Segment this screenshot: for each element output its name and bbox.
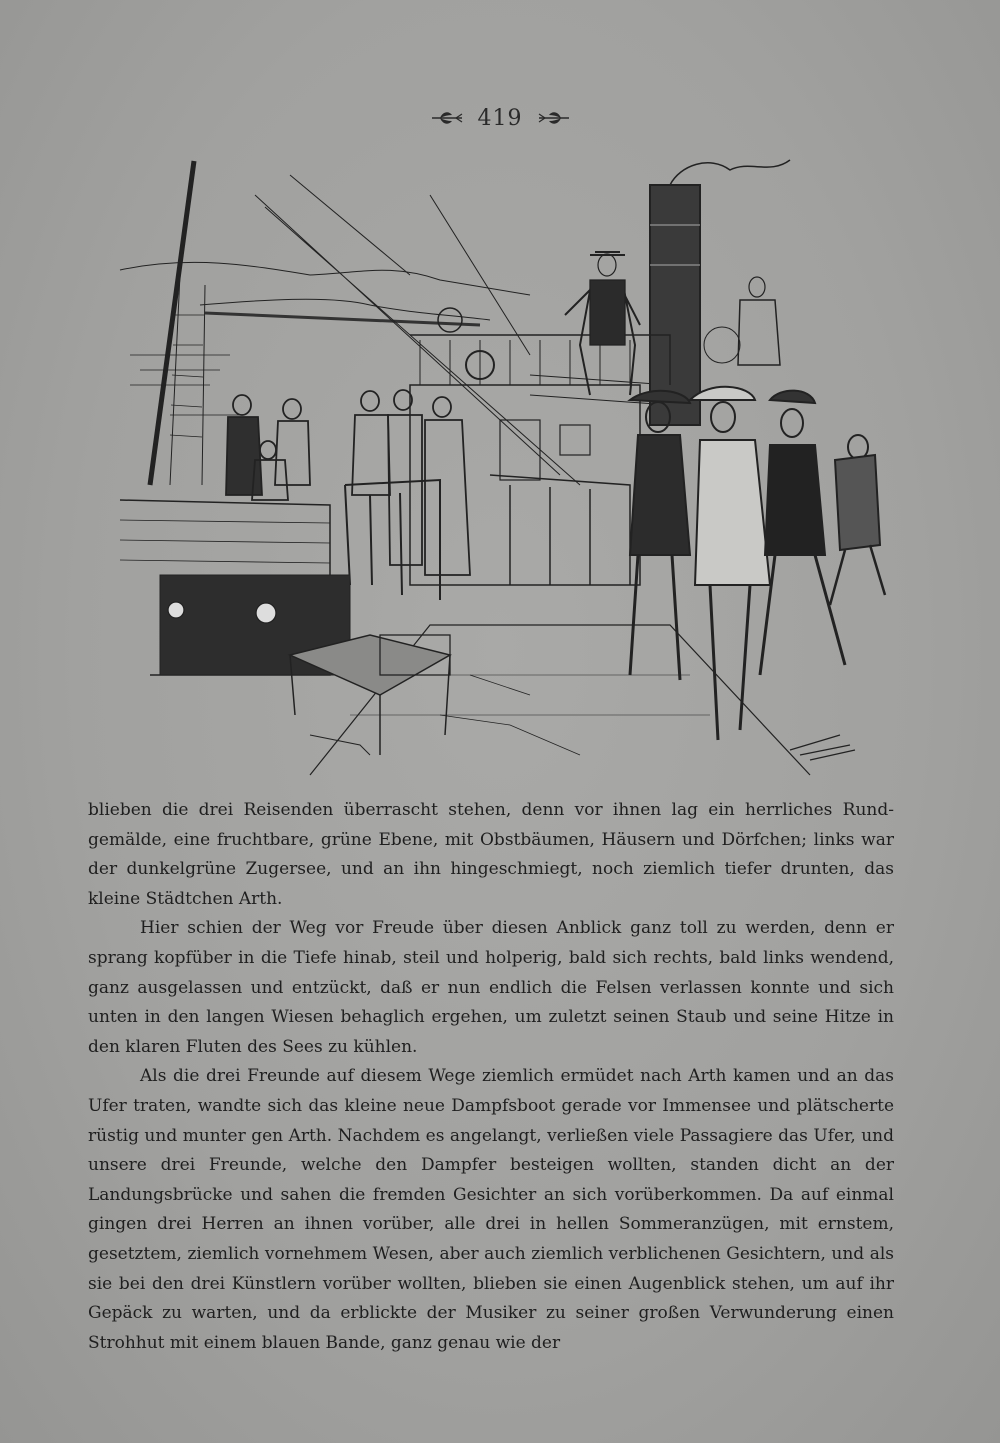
engraving-drawing: [110, 155, 900, 785]
page-header: [0, 98, 1000, 138]
body-text: [88, 796, 894, 1358]
steamboat-illustration: [110, 155, 900, 785]
paragraph-2: Hier schien der Weg vor Freude über diesen Anblick ganz toll zu werden, denn er sprang kopfüber in die Tiefe hinab, steil und holperig, bald sich rechts, bald links wendend, ganz ausgelassen und entzückt, daß er nun endlich die Felsen verlassen konnte und sich unten in den langen Wiesen behaglich ergehen, um zuletzt seinen Staub und seine Hitze in den klaren Fluten des Sees zu kühlen.: [88, 918, 894, 1057]
paragraph-1: blieben die drei Reisenden überrascht stehen, denn vor ihnen lag ein herrliches Rundgemälde, eine fruchtbare, grüne Ebene, mit Obstbäumen, Häusern und Dörfchen; links war der dunkelgrüne Zugersee, und an ihn hingeschmiegt, noch ziemlich tiefer drunten, das kleine Städtchen Arth.: [88, 800, 894, 909]
leaf-ornament-icon: [430, 109, 464, 127]
leaf-ornament-icon: [537, 109, 571, 127]
page-number: 419: [477, 105, 523, 131]
paragraph-3: Als die drei Freunde auf diesem Wege ziemlich ermüdet nach Arth kamen und an das Ufer traten, wandte sich das kleine neue Dampfsboot gerade vor Immensee und plätscherte rüstig und munter gen Arth. Nachdem es angelangt, verließen viele Passagiere das Ufer, und unsere drei Freunde, welche den Dampfer besteigen wollten, standen dicht an der Landungsbrücke und sahen die fremden Gesichter an sich vorüberkommen. Da auf einmal gingen drei Herren an ihnen vorüber, alle drei in hellen Sommeranzügen, mit ernstem, gesetztem, ziemlich vornehmem Wesen, aber auch ziemlich verblichenen Gesichtern, und als sie bei den drei Künstlern vorüber wollten, blieben sie einen Augenblick stehen, um auf ihr Gepäck zu warten, und da erblickte der Musiker zu seiner großen Verwunderung einen Strohhut mit einem blauen Bande, ganz genau wie der: [88, 1066, 894, 1353]
